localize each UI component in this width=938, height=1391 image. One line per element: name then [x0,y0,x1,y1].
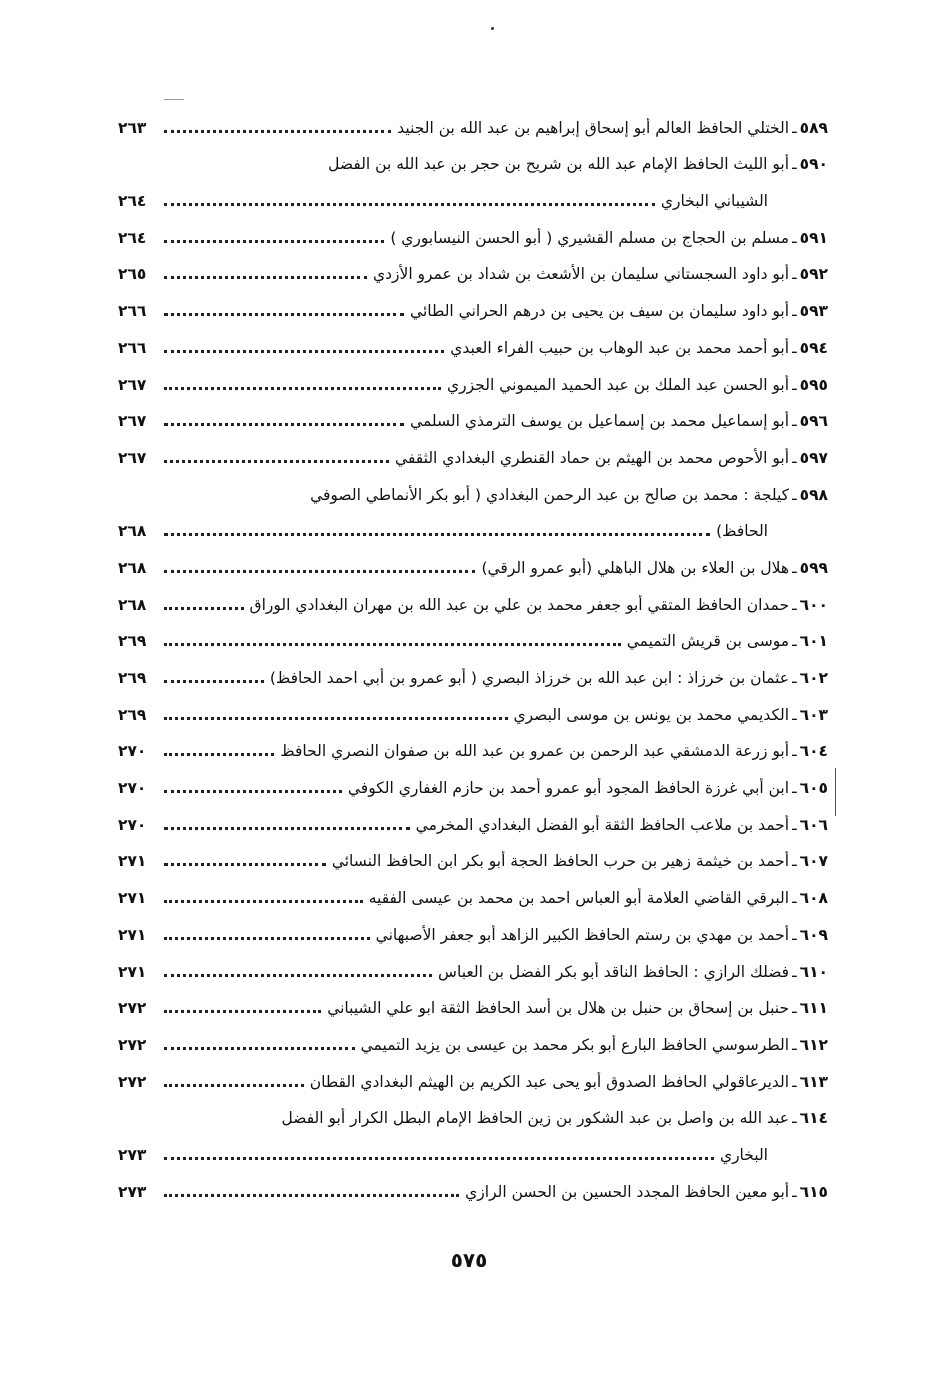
toc-entry [118,982,828,1019]
entry-title: أبو الحسن عبد الملك بن عبد الحميد الميموني الجزري [447,375,790,394]
dot-leader [164,1194,459,1197]
entry-page-number: ٢٦٩ [118,705,147,724]
entry-title: عبد الله بن واصل بن عبد الشكور بن زين الحافظ الإمام البطل الكرار أبو الفضل [281,1109,790,1128]
entry-number: ٦١٥ [799,1182,828,1201]
entry-title: أبو إسماعيل محمد بن إسماعيل بن يوسف الترمذي السلمي [410,412,790,431]
entry-separator: ـ [792,485,797,504]
scan-speck [491,27,494,30]
toc-entry [118,1165,828,1202]
entry-separator: ـ [792,1035,797,1054]
dot-leader [164,313,404,316]
entry-number: ٦٠٢ [799,669,828,687]
toc-entry [118,101,828,138]
entry-page-number: ٢٧١ [118,925,147,944]
dot-leader [164,717,508,720]
dot-leader [164,130,391,133]
entry-separator: ـ [792,558,797,577]
dot-leader [164,350,444,353]
entry-separator: ـ [792,815,797,834]
entry-number: ٥٩٢ [799,265,828,284]
scan-margin-line [835,768,836,816]
entry-separator: ـ [792,779,797,798]
entry-page-number: ٢٦٤ [118,192,147,211]
entry-separator: ـ [792,265,797,284]
toc-entry-continuation [118,1128,828,1165]
toc-entry [118,284,828,321]
dot-leader [164,790,342,793]
entry-page-number: ٢٧٣ [118,1145,147,1164]
entry-title: أبو الأحوص محمد بن الهيثم بن حماد القنطري البغدادي الثقفي [395,448,790,467]
entry-page-number: ٢٧٣ [118,1182,147,1201]
dot-leader [164,753,274,756]
entry-separator: ـ [792,338,797,357]
entry-page-number: ٢٦٤ [118,228,147,247]
entry-title: فضلك الرازي : الحافظ الناقد أبو بكر الفضل بن العباس [438,962,790,981]
entry-page-number: ٢٧١ [118,852,147,871]
toc-entry-continuation [118,174,828,211]
entry-separator: ـ [792,889,797,908]
dot-leader [164,643,621,646]
entry-separator: ـ [792,228,797,247]
entry-title: الطرسوسي الحافظ البارع أبو بكر محمد بن عيسى بن يزيد التميمي [360,1035,790,1054]
dot-leader [164,827,410,830]
toc-entry [118,615,828,652]
entry-separator: ـ [792,999,797,1018]
entry-number: ٥٩٠ [799,155,828,174]
entry-page-number: ٢٧١ [118,962,147,981]
entry-page-number: ٢٧١ [118,889,147,908]
toc-entry [118,761,828,798]
entry-number: ٥٩٦ [799,412,828,431]
entry-number: ٦٠٦ [799,815,828,834]
entry-separator: ـ [792,962,797,981]
entry-page-number: ٢٧٢ [118,1035,147,1054]
entry-page-number: ٢٦٧ [118,375,147,394]
entry-page-number: ٢٦٩ [118,669,147,687]
entry-number: ٦٠٠ [799,595,828,614]
dot-leader [164,533,710,536]
entry-number: ٥٩٩ [799,558,828,577]
dot-leader [164,570,475,573]
entry-number: ٥٩٤ [799,338,828,357]
toc-entry [118,835,828,872]
scan-rule [164,99,184,100]
entry-title: الديرعاقولي الحافظ الصدوق أبو يحى عبد الكريم بن الهيثم البغدادي القطان [309,1072,790,1091]
entry-page-number: ٢٧٢ [118,1072,147,1091]
entry-title: الختلي الحافظ العالم أبو إسحاق إبراهيم بن عبد الله بن الجنيد [397,118,790,137]
dot-leader [164,937,370,940]
entry-separator: ـ [792,302,797,321]
entry-number: ٦٠٥ [799,779,828,798]
toc-entry [118,578,828,615]
entry-title: أبو الليث الحافظ الإمام عبد الله بن شريح بن حجر بن عبد الله بن الفضل [328,155,790,174]
toc-entry [118,358,828,395]
entry-separator: ـ [792,1072,797,1091]
toc-entry [118,1092,828,1129]
entry-separator: ـ [792,705,797,724]
entry-title: البرقي القاضي العلامة أبو العباس احمد بن محمد بن عيسى الفقيه [368,889,790,908]
entry-title: كيلجة : محمد بن صالح بن عبد الرحمن البغدادي ( أبو بكر الأنماطي الصوفي [310,485,790,504]
toc-entry [118,798,828,835]
toc-entry [118,248,828,285]
dot-leader [164,1010,321,1013]
entry-title: أحمد بن ملاعب الحافظ الثقة أبو الفضل البغدادي المخرمي [415,815,790,834]
entry-number: ٥٩٣ [799,302,828,321]
entry-page-number: ٢٦٨ [118,558,147,577]
entry-separator: ـ [792,595,797,614]
entry-separator: ـ [792,1182,797,1201]
entry-page-number: ٢٦٣ [118,118,147,137]
entry-number: ٦١٤ [799,1109,828,1128]
entry-separator: ـ [792,375,797,394]
table-of-contents [118,101,828,1202]
dot-leader [164,863,326,866]
entry-number: ٦٠٤ [799,742,828,761]
toc-entry [118,1018,828,1055]
dot-leader [164,387,441,390]
entry-separator: ـ [792,448,797,467]
entry-title: الحافظ) [716,522,768,541]
entry-number: ٦١٢ [799,1035,828,1054]
toc-entry [118,541,828,578]
entry-page-number: ٢٦٨ [118,522,147,541]
entry-number: ٥٩٧ [799,448,828,467]
entry-number: ٦٠١ [799,632,828,651]
entry-title: أحمد بن خيثمة زهير بن حرب الحافظ الحجة أبو بكر ابن الحافظ النسائي [331,852,790,871]
entry-page-number: ٢٧٢ [118,999,147,1018]
page-number: ٥٧٥ [450,1248,488,1272]
entry-number: ٦٠٧ [799,852,828,871]
toc-entry-continuation [118,505,828,542]
entry-separator: ـ [792,925,797,944]
toc-entry [118,945,828,982]
dot-leader [164,423,404,426]
toc-entry [118,651,828,688]
entry-title: أبو معين الحافظ المجدد الحسين بن الحسن الرازي [465,1182,790,1201]
entry-number: ٦١٣ [799,1072,828,1091]
dot-leader [164,1084,304,1087]
toc-entry [118,211,828,248]
entry-page-number: ٢٦٦ [118,302,147,321]
toc-entry [118,725,828,762]
entry-title: أبو داود سليمان بن سيف بن يحيى بن درهم الحراني الطائي [410,302,790,321]
toc-entry [118,871,828,908]
entry-separator: ـ [792,412,797,431]
entry-number: ٦١٠ [799,962,828,981]
toc-entry [118,321,828,358]
entry-number: ٦٠٣ [799,705,828,724]
entry-separator: ـ [792,632,797,651]
dot-leader [164,240,384,243]
entry-page-number: ٢٧٠ [118,815,147,834]
toc-entry [118,908,828,945]
toc-entry [118,395,828,432]
entry-title: الشيباني البخاري [660,192,768,211]
entry-page-number: ٢٦٧ [118,412,147,431]
dot-leader [164,607,244,610]
entry-title: عثمان بن خرزاذ : ابن عبد الله بن خرزاذ البصري ( أبو عمرو بن أبي احمد الحافظ) [269,669,790,687]
entry-separator: ـ [792,118,797,137]
entry-title: أبو داود السجستاني سليمان بن الأشعث بن شداد بن عمرو الأزدي [372,265,790,284]
dot-leader [164,900,363,903]
entry-number: ٥٨٩ [799,118,828,137]
entry-title: أحمد بن مهدي بن رستم الحافظ الكبير الزاهد أبو جعفر الأصبهاني [375,925,790,944]
dot-leader [164,276,367,279]
entry-title: هلال بن العلاء بن هلال الباهلي (أبو عمرو الرقي) [481,558,790,577]
entry-title: ابن أبي غرزة الحافظ المجود أبو عمرو أحمد بن حازم الغفاري الكوفي [347,779,790,798]
toc-entry [118,138,828,175]
entry-number: ٦٠٨ [799,889,828,908]
entry-number: ٦١١ [799,999,828,1018]
dot-leader [164,974,432,977]
entry-page-number: ٢٦٩ [118,632,147,651]
entry-separator: ـ [792,852,797,871]
entry-number: ٥٩٥ [799,375,828,394]
entry-title: الكديمي محمد بن يونس بن موسى البصري [513,705,790,724]
entry-separator: ـ [792,669,797,687]
entry-separator: ـ [792,742,797,761]
entry-number: ٥٩١ [799,228,828,247]
dot-leader [164,680,264,683]
toc-entry [118,1055,828,1092]
entry-page-number: ٢٦٦ [118,338,147,357]
entry-number: ٦٠٩ [799,925,828,944]
entry-page-number: ٢٦٥ [118,265,147,284]
entry-title: البخاري [719,1145,768,1164]
entry-title: مسلم بن الحجاج بن مسلم القشيري ( أبو الحسن النيسابوري ) [390,228,790,247]
entry-title: أبو زرعة الدمشقي عبد الرحمن بن عمرو بن عبد الله بن صفوان النصري الحافظ [280,742,790,761]
toc-entry [118,688,828,725]
entry-number: ٥٩٨ [799,485,828,504]
entry-separator: ـ [792,1109,797,1128]
entry-separator: ـ [792,155,797,174]
dot-leader [164,460,389,463]
entry-title: موسى بن قريش التميمي [626,632,790,651]
dot-leader [164,1047,355,1050]
toc-entry [118,431,828,468]
entry-page-number: ٢٦٨ [118,595,147,614]
entry-title: أبو أحمد محمد بن عبد الوهاب بن حبيب الفراء العبدي [450,338,790,357]
dot-leader [164,203,655,206]
entry-title: حنبل بن إسحاق بن حنبل بن هلال بن أسد الحافظ الثقة ابو علي الشيباني [327,999,790,1018]
entry-page-number: ٢٧٠ [118,779,147,798]
entry-page-number: ٢٦٧ [118,448,147,467]
dot-leader [164,1157,714,1160]
entry-page-number: ٢٧٠ [118,742,147,761]
toc-entry [118,468,828,505]
entry-title: حمدان الحافظ المتقي أبو جعفر محمد بن علي بن عبد الله بن مهران البغدادي الوراق [249,595,790,614]
